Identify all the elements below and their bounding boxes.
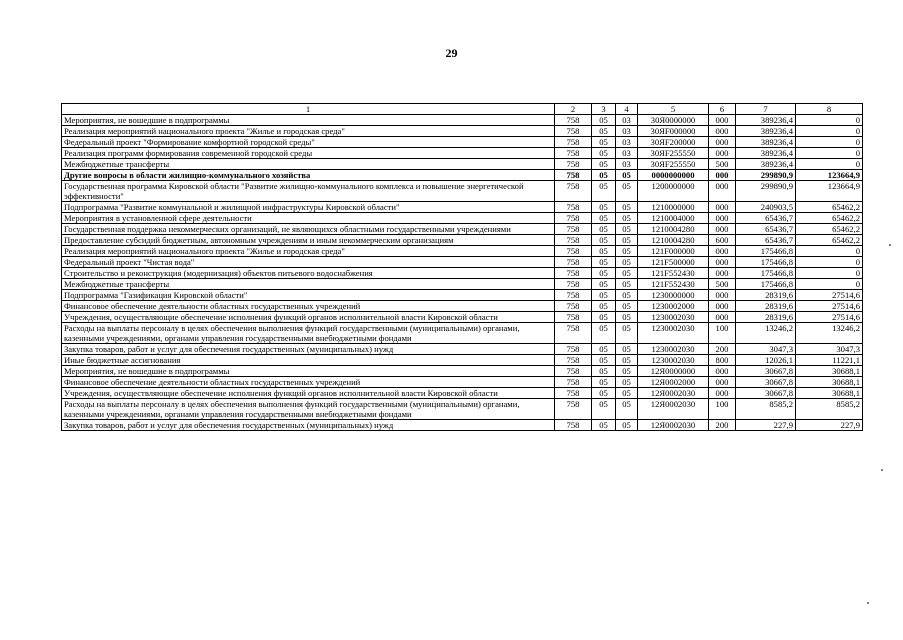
scan-speck — [889, 244, 891, 246]
row-subsection-cell: 05 — [616, 202, 638, 213]
row-name-cell: Федеральный проект "Чистая вода" — [62, 257, 555, 268]
row-target-article-cell: 30ЯF000000 — [638, 126, 709, 137]
row-name-cell: Государственная программа Кировской области "Развитие жилищно-коммунального комплекса и повышение энергетической эффективности" — [62, 181, 555, 202]
row-section-cell: 05 — [592, 126, 616, 137]
row-amount-1-cell: 389236,4 — [736, 126, 796, 137]
row-section-cell: 05 — [592, 224, 616, 235]
row-target-article-cell: 1210004280 — [638, 235, 709, 246]
row-section-cell: 05 — [592, 312, 616, 323]
row-section-cell: 05 — [592, 257, 616, 268]
row-amount-2-cell: 27514,6 — [796, 290, 863, 301]
row-code-ministry-cell: 758 — [555, 257, 592, 268]
row-amount-1-cell: 30667,8 — [736, 366, 796, 377]
row-amount-2-cell: 13246,2 — [796, 323, 863, 344]
row-target-article-cell: 1210004280 — [638, 224, 709, 235]
row-expense-type-cell: 500 — [709, 159, 736, 170]
row-subsection-cell: 05 — [616, 235, 638, 246]
row-code-ministry-cell: 758 — [555, 213, 592, 224]
row-amount-1-cell: 28319,6 — [736, 312, 796, 323]
row-subsection-cell: 03 — [616, 159, 638, 170]
row-amount-2-cell: 0 — [796, 246, 863, 257]
table-row — [62, 301, 863, 312]
table-row — [62, 377, 863, 388]
row-section-cell: 05 — [592, 202, 616, 213]
table-row — [62, 170, 863, 181]
row-amount-2-cell: 0 — [796, 148, 863, 159]
row-target-article-cell: 1210004000 — [638, 213, 709, 224]
row-expense-type-cell: 000 — [709, 213, 736, 224]
row-code-ministry-cell: 758 — [555, 388, 592, 399]
row-amount-2-cell: 123664,9 — [796, 181, 863, 202]
row-section-cell: 05 — [592, 279, 616, 290]
row-amount-2-cell: 0 — [796, 126, 863, 137]
header-cell-3: 3 — [592, 104, 616, 115]
table-row — [62, 181, 863, 202]
row-name-cell: Предоставление субсидий бюджетным, автономным учреждениям и иным некоммерческим организациям — [62, 235, 555, 246]
row-amount-2-cell: 0 — [796, 268, 863, 279]
row-section-cell: 05 — [592, 290, 616, 301]
row-amount-1-cell: 30667,8 — [736, 388, 796, 399]
row-amount-1-cell: 65436,7 — [736, 213, 796, 224]
row-amount-1-cell: 65436,7 — [736, 235, 796, 246]
row-name-cell: Подпрограмма "Газификация Кировской области" — [62, 290, 555, 301]
table-row — [62, 344, 863, 355]
header-cell-4: 4 — [616, 104, 638, 115]
row-section-cell: 05 — [592, 388, 616, 399]
row-subsection-cell: 05 — [616, 246, 638, 257]
row-expense-type-cell: 500 — [709, 279, 736, 290]
row-subsection-cell: 05 — [616, 312, 638, 323]
table-row — [62, 399, 863, 420]
row-code-ministry-cell: 758 — [555, 344, 592, 355]
row-amount-2-cell: 65462,2 — [796, 202, 863, 213]
table-row — [62, 388, 863, 399]
row-name-cell: Закупка товаров, работ и услуг для обеспечения государственных (муниципальных) нужд — [62, 420, 555, 431]
row-amount-2-cell: 0 — [796, 279, 863, 290]
page-number: 29 — [445, 46, 458, 60]
row-expense-type-cell: 000 — [709, 115, 736, 126]
row-code-ministry-cell: 758 — [555, 279, 592, 290]
row-name-cell: Другие вопросы в области жилищно-коммунального хозяйства — [62, 170, 555, 181]
row-amount-1-cell: 227,9 — [736, 420, 796, 431]
row-subsection-cell: 05 — [616, 268, 638, 279]
row-expense-type-cell: 200 — [709, 420, 736, 431]
row-expense-type-cell: 000 — [709, 377, 736, 388]
row-code-ministry-cell: 758 — [555, 268, 592, 279]
header-cell-8: 8 — [796, 104, 863, 115]
row-target-article-cell: 121F552430 — [638, 279, 709, 290]
row-subsection-cell: 03 — [616, 115, 638, 126]
row-section-cell: 05 — [592, 268, 616, 279]
row-expense-type-cell: 000 — [709, 268, 736, 279]
table-row — [62, 126, 863, 137]
table-row — [62, 137, 863, 148]
row-subsection-cell: 05 — [616, 213, 638, 224]
row-code-ministry-cell: 758 — [555, 246, 592, 257]
table-row — [62, 246, 863, 257]
row-amount-1-cell: 3047,3 — [736, 344, 796, 355]
row-name-cell: Строительство и реконструкция (модернизация) объектов питьевого водоснабжения — [62, 268, 555, 279]
row-name-cell: Учреждения, осуществляющие обеспечение исполнения функций органов исполнительной власти Кировской области — [62, 388, 555, 399]
scan-speck — [881, 469, 883, 471]
row-code-ministry-cell: 758 — [555, 235, 592, 246]
row-section-cell: 05 — [592, 213, 616, 224]
row-expense-type-cell: 000 — [709, 126, 736, 137]
table-row — [62, 224, 863, 235]
row-expense-type-cell: 000 — [709, 290, 736, 301]
row-target-article-cell: 1200000000 — [638, 181, 709, 202]
table-row — [62, 268, 863, 279]
row-amount-2-cell: 65462,2 — [796, 235, 863, 246]
row-expense-type-cell: 000 — [709, 312, 736, 323]
row-subsection-cell: 05 — [616, 355, 638, 366]
row-amount-2-cell: 65462,2 — [796, 224, 863, 235]
row-subsection-cell: 03 — [616, 148, 638, 159]
row-amount-2-cell: 27514,6 — [796, 312, 863, 323]
row-amount-1-cell: 12026,1 — [736, 355, 796, 366]
row-name-cell: Межбюджетные трансферты — [62, 279, 555, 290]
row-section-cell: 05 — [592, 399, 616, 420]
row-target-article-cell: 121F500000 — [638, 257, 709, 268]
row-expense-type-cell: 000 — [709, 246, 736, 257]
table-row — [62, 235, 863, 246]
header-cell-2: 2 — [555, 104, 592, 115]
row-amount-2-cell: 3047,3 — [796, 344, 863, 355]
row-code-ministry-cell: 758 — [555, 148, 592, 159]
row-expense-type-cell: 000 — [709, 137, 736, 148]
row-amount-1-cell: 389236,4 — [736, 115, 796, 126]
row-section-cell: 05 — [592, 366, 616, 377]
row-expense-type-cell: 000 — [709, 301, 736, 312]
row-code-ministry-cell: 758 — [555, 159, 592, 170]
row-target-article-cell: 1230002030 — [638, 312, 709, 323]
row-section-cell: 05 — [592, 377, 616, 388]
row-code-ministry-cell: 758 — [555, 399, 592, 420]
budget-table-body — [62, 104, 863, 431]
row-subsection-cell: 05 — [616, 170, 638, 181]
row-amount-2-cell: 0 — [796, 257, 863, 268]
row-section-cell: 05 — [592, 159, 616, 170]
row-expense-type-cell: 000 — [709, 224, 736, 235]
row-amount-1-cell: 30667,8 — [736, 377, 796, 388]
row-amount-1-cell: 65436,7 — [736, 224, 796, 235]
row-amount-2-cell: 8585,2 — [796, 399, 863, 420]
row-target-article-cell: 12Я0002030 — [638, 388, 709, 399]
row-expense-type-cell: 100 — [709, 399, 736, 420]
row-target-article-cell: 30ЯF255550 — [638, 159, 709, 170]
row-code-ministry-cell: 758 — [555, 126, 592, 137]
row-amount-2-cell: 227,9 — [796, 420, 863, 431]
row-amount-1-cell: 175466,8 — [736, 257, 796, 268]
row-name-cell: Мероприятия, не вошедшие в подпрограммы — [62, 366, 555, 377]
row-section-cell: 05 — [592, 148, 616, 159]
header-cell-1: 1 — [62, 104, 555, 115]
row-target-article-cell: 1230002030 — [638, 323, 709, 344]
budget-table — [61, 103, 863, 431]
row-subsection-cell: 05 — [616, 323, 638, 344]
row-name-cell: Мероприятия в установленной сфере деятельности — [62, 213, 555, 224]
row-amount-1-cell: 299890,9 — [736, 170, 796, 181]
row-target-article-cell: 12Я0000000 — [638, 366, 709, 377]
row-code-ministry-cell: 758 — [555, 312, 592, 323]
row-amount-1-cell: 240903,5 — [736, 202, 796, 213]
row-expense-type-cell: 000 — [709, 388, 736, 399]
header-cell-6: 6 — [709, 104, 736, 115]
row-amount-2-cell: 27514,6 — [796, 301, 863, 312]
row-name-cell: Мероприятия, не вошедшие в подпрограммы — [62, 115, 555, 126]
header-cell-5: 5 — [638, 104, 709, 115]
row-subsection-cell: 05 — [616, 279, 638, 290]
row-amount-1-cell: 28319,6 — [736, 301, 796, 312]
row-code-ministry-cell: 758 — [555, 115, 592, 126]
row-subsection-cell: 05 — [616, 377, 638, 388]
row-section-cell: 05 — [592, 344, 616, 355]
row-amount-2-cell: 0 — [796, 115, 863, 126]
row-subsection-cell: 05 — [616, 399, 638, 420]
table-row — [62, 323, 863, 344]
row-subsection-cell: 05 — [616, 366, 638, 377]
row-expense-type-cell: 000 — [709, 148, 736, 159]
row-target-article-cell: 30ЯF200000 — [638, 137, 709, 148]
row-name-cell: Государственная поддержка некоммерческих организаций, не являющихся областными государственными учреждениями — [62, 224, 555, 235]
row-section-cell: 05 — [592, 323, 616, 344]
row-name-cell: Федеральный проект "Формирование комфортной городской среды" — [62, 137, 555, 148]
row-amount-1-cell: 299890,9 — [736, 181, 796, 202]
table-row — [62, 312, 863, 323]
table-row — [62, 115, 863, 126]
table-header-row — [62, 104, 863, 115]
row-name-cell: Реализация мероприятий национального проекта "Жилье и городская среда" — [62, 246, 555, 257]
row-section-cell: 05 — [592, 181, 616, 202]
row-expense-type-cell: 100 — [709, 323, 736, 344]
header-cell-7: 7 — [736, 104, 796, 115]
row-code-ministry-cell: 758 — [555, 137, 592, 148]
row-section-cell: 05 — [592, 137, 616, 148]
row-code-ministry-cell: 758 — [555, 323, 592, 344]
row-amount-2-cell: 11221,1 — [796, 355, 863, 366]
row-expense-type-cell: 000 — [709, 257, 736, 268]
row-target-article-cell: 1230002000 — [638, 301, 709, 312]
row-target-article-cell: 1210000000 — [638, 202, 709, 213]
row-code-ministry-cell: 758 — [555, 181, 592, 202]
row-amount-1-cell: 389236,4 — [736, 159, 796, 170]
row-name-cell: Расходы на выплаты персоналу в целях обеспечения выполнения функций государственными (муниципальными) органами, казенными учреждениями, органами управления государственными внебюджетными фондами — [62, 399, 555, 420]
table-row — [62, 148, 863, 159]
row-section-cell: 05 — [592, 170, 616, 181]
row-target-article-cell: 0000000000 — [638, 170, 709, 181]
table-row — [62, 213, 863, 224]
row-code-ministry-cell: 758 — [555, 170, 592, 181]
row-amount-1-cell: 28319,6 — [736, 290, 796, 301]
row-subsection-cell: 05 — [616, 181, 638, 202]
row-amount-1-cell: 175466,8 — [736, 268, 796, 279]
row-subsection-cell: 05 — [616, 290, 638, 301]
row-subsection-cell: 05 — [616, 224, 638, 235]
row-target-article-cell: 1230000000 — [638, 290, 709, 301]
row-subsection-cell: 03 — [616, 137, 638, 148]
row-amount-1-cell: 13246,2 — [736, 323, 796, 344]
table-row — [62, 279, 863, 290]
row-code-ministry-cell: 758 — [555, 290, 592, 301]
row-expense-type-cell: 000 — [709, 202, 736, 213]
row-target-article-cell: 12Я0002000 — [638, 377, 709, 388]
row-target-article-cell: 30ЯF255550 — [638, 148, 709, 159]
row-name-cell: Реализация программ формирования современной городской среды — [62, 148, 555, 159]
row-amount-2-cell: 123664,9 — [796, 170, 863, 181]
table-row — [62, 257, 863, 268]
row-target-article-cell: 121F000000 — [638, 246, 709, 257]
row-subsection-cell: 05 — [616, 257, 638, 268]
row-code-ministry-cell: 758 — [555, 366, 592, 377]
scan-speck — [867, 602, 869, 604]
row-target-article-cell: 30Я0000000 — [638, 115, 709, 126]
row-amount-2-cell: 0 — [796, 159, 863, 170]
row-expense-type-cell: 000 — [709, 366, 736, 377]
row-amount-2-cell: 0 — [796, 137, 863, 148]
row-code-ministry-cell: 758 — [555, 355, 592, 366]
row-amount-2-cell: 30688,1 — [796, 388, 863, 399]
table-row — [62, 420, 863, 431]
row-amount-2-cell: 30688,1 — [796, 366, 863, 377]
row-amount-1-cell: 389236,4 — [736, 148, 796, 159]
row-section-cell: 05 — [592, 301, 616, 312]
row-target-article-cell: 12Я0002030 — [638, 420, 709, 431]
table-row — [62, 290, 863, 301]
row-name-cell: Закупка товаров, работ и услуг для обеспечения государственных (муниципальных) нужд — [62, 344, 555, 355]
row-name-cell: Финансовое обеспечение деятельности областных государственных учреждений — [62, 301, 555, 312]
row-amount-1-cell: 8585,2 — [736, 399, 796, 420]
row-target-article-cell: 12Я0002030 — [638, 399, 709, 420]
table-row — [62, 159, 863, 170]
row-name-cell: Учреждения, осуществляющие обеспечение исполнения функций органов исполнительной власти Кировской области — [62, 312, 555, 323]
row-target-article-cell: 121F552430 — [638, 268, 709, 279]
row-amount-1-cell: 175466,8 — [736, 246, 796, 257]
row-name-cell: Расходы на выплаты персоналу в целях обеспечения выполнения функций государственными (муниципальными) органами, казенными учреждениями, органами управления государственными внебюджетными фондами — [62, 323, 555, 344]
row-section-cell: 05 — [592, 355, 616, 366]
row-name-cell: Иные бюджетные ассигнования — [62, 355, 555, 366]
table-row — [62, 355, 863, 366]
row-section-cell: 05 — [592, 420, 616, 431]
row-amount-2-cell: 65462,2 — [796, 213, 863, 224]
row-code-ministry-cell: 758 — [555, 301, 592, 312]
row-name-cell: Финансовое обеспечение деятельности областных государственных учреждений — [62, 377, 555, 388]
row-name-cell: Межбюджетные трансферты — [62, 159, 555, 170]
row-subsection-cell: 05 — [616, 388, 638, 399]
row-amount-1-cell: 389236,4 — [736, 137, 796, 148]
row-code-ministry-cell: 758 — [555, 224, 592, 235]
row-subsection-cell: 03 — [616, 126, 638, 137]
row-subsection-cell: 05 — [616, 420, 638, 431]
row-expense-type-cell: 800 — [709, 355, 736, 366]
row-section-cell: 05 — [592, 115, 616, 126]
row-expense-type-cell: 200 — [709, 344, 736, 355]
row-code-ministry-cell: 758 — [555, 420, 592, 431]
table-row — [62, 202, 863, 213]
row-code-ministry-cell: 758 — [555, 377, 592, 388]
row-name-cell: Реализация мероприятий национального проекта "Жилье и городская среда" — [62, 126, 555, 137]
row-name-cell: Подпрограмма "Развитие коммунальной и жилищной инфраструктуры Кировской области" — [62, 202, 555, 213]
row-code-ministry-cell: 758 — [555, 202, 592, 213]
row-amount-1-cell: 175466,8 — [736, 279, 796, 290]
row-target-article-cell: 1230002030 — [638, 355, 709, 366]
row-expense-type-cell: 000 — [709, 170, 736, 181]
row-subsection-cell: 05 — [616, 344, 638, 355]
row-section-cell: 05 — [592, 235, 616, 246]
table-row — [62, 366, 863, 377]
row-expense-type-cell: 000 — [709, 181, 736, 202]
row-subsection-cell: 05 — [616, 301, 638, 312]
row-section-cell: 05 — [592, 246, 616, 257]
row-expense-type-cell: 600 — [709, 235, 736, 246]
row-target-article-cell: 1230002030 — [638, 344, 709, 355]
row-amount-2-cell: 30688,1 — [796, 377, 863, 388]
